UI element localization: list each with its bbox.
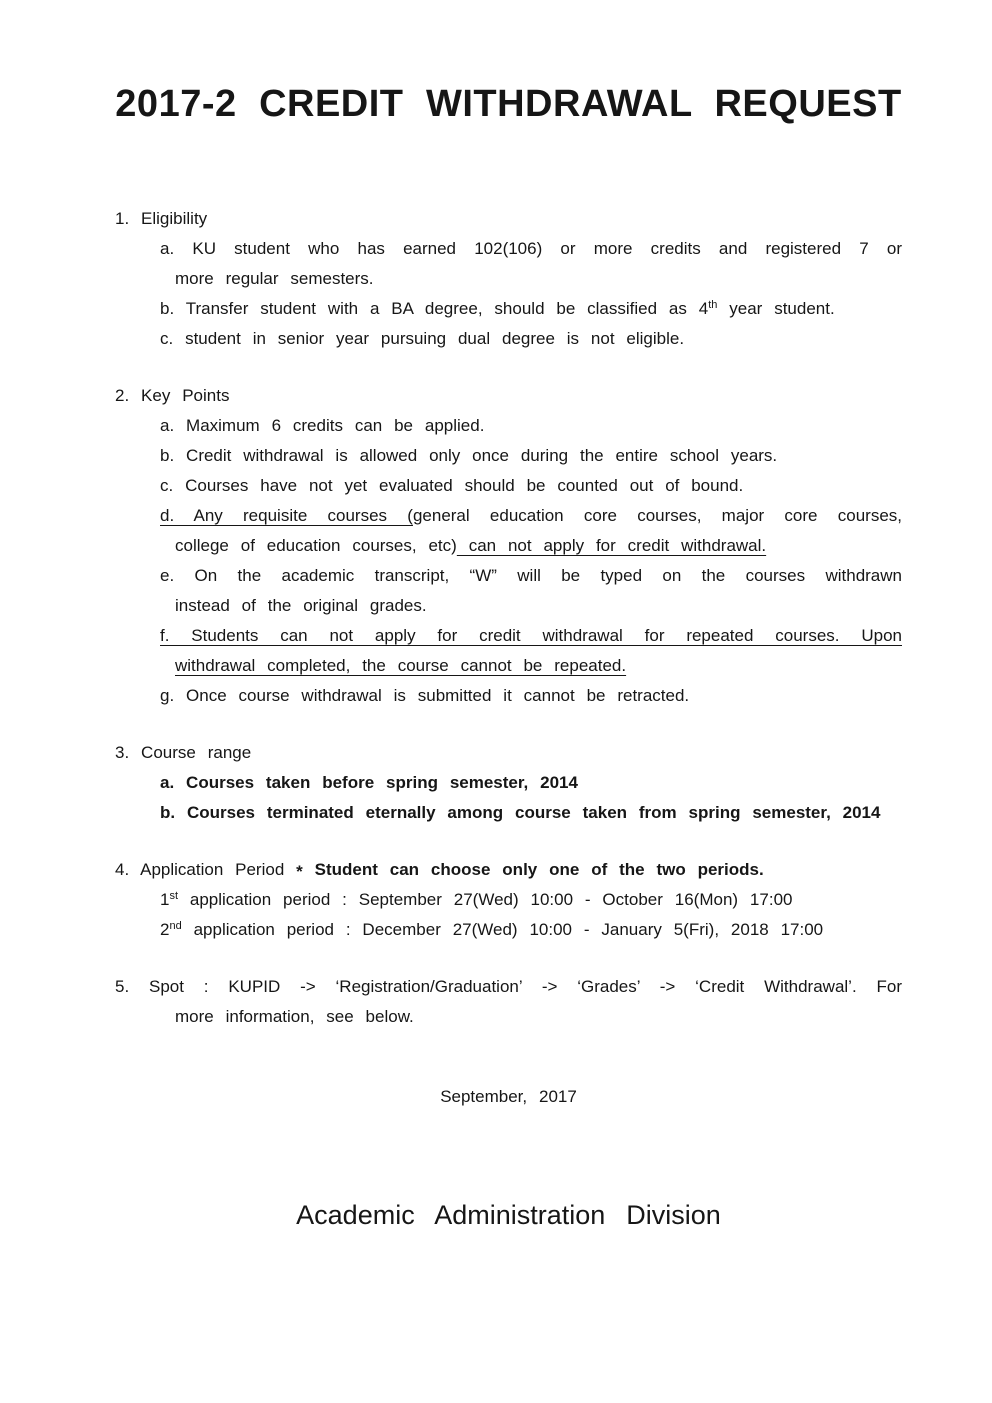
item-3b: b. Courses terminated eternally among course taken from spring semester, 2014 xyxy=(160,803,881,822)
item-2d-underlined-tail: can not apply for credit withdrawal. xyxy=(456,536,767,555)
item-3a: a. Courses taken before spring semester, 2014 xyxy=(160,773,578,792)
section-eligibility xyxy=(115,204,902,354)
period-2-number: 2 xyxy=(160,920,170,939)
ordinal-superscript-2nd: nd xyxy=(169,920,182,932)
item-2a: a. Maximum 6 credits can be applied. xyxy=(160,416,485,435)
item-5-line-1: 5. Spot : KUPID -> ‘Registration/Graduation’ -> ‘Grades’ -> ‘Credit Withdrawal’. For xyxy=(115,977,902,996)
section-2-heading: 2. Key Points xyxy=(115,386,230,405)
item-1a-line-2: more regular semesters. xyxy=(175,269,374,288)
item-2d-plain-1: general education core courses, major core courses, xyxy=(412,506,902,525)
item-2d-line-2 xyxy=(175,531,902,561)
item-2c: c. Courses have not yet evaluated should be counted out of bound. xyxy=(160,476,744,495)
signature-division: Academic Administration Division xyxy=(296,1200,721,1230)
item-1b xyxy=(160,294,902,324)
item-2e-line-1: e. On the academic transcript, “W” will be typed on the courses withdrawn xyxy=(160,566,902,585)
item-1a-line-1: a. KU student who has earned 102(106) or more credits and registered 7 or xyxy=(160,239,902,258)
date-line: September, 2017 xyxy=(440,1087,577,1106)
section-1-heading: 1. Eligibility xyxy=(115,209,208,228)
section-4-heading-note: Student can choose only one of the two periods. xyxy=(302,860,764,879)
item-2d-underlined-lead: d. Any requisite courses ( xyxy=(160,506,413,525)
item-1b-text: b. Transfer student with a BA degree, should be classified as 4 xyxy=(160,299,709,318)
period-2-dates: application period : December 27(Wed) 10:00 - January 5(Fri), 2018 17:00 xyxy=(181,920,824,939)
item-2b: b. Credit withdrawal is allowed only once during the entire school years. xyxy=(160,446,778,465)
ordinal-superscript-1st: st xyxy=(169,890,179,902)
item-2d-plain-2: college of education courses, etc) xyxy=(175,536,457,555)
section-3-heading: 3. Course range xyxy=(115,743,252,762)
item-2f-line-2: withdrawal completed, the course cannot be repeated. xyxy=(175,656,627,675)
section-spot xyxy=(115,972,902,1032)
second-application-period xyxy=(160,915,902,945)
item-2g: g. Once course withdrawal is submitted it cannot be retracted. xyxy=(160,686,690,705)
section-course-range xyxy=(115,738,902,828)
section-application-period xyxy=(115,855,902,945)
section-4-heading xyxy=(115,855,902,885)
section-4-heading-text: 4. Application Period xyxy=(115,860,297,879)
first-application-period xyxy=(160,885,902,915)
item-1b-tail: year student. xyxy=(717,299,835,318)
ordinal-superscript-4th: th xyxy=(708,299,718,311)
item-2e-line-2: instead of the original grades. xyxy=(175,596,427,615)
asterisk-marker: * xyxy=(296,862,303,881)
document-title: 2017-2 CREDIT WITHDRAWAL REQUEST xyxy=(115,83,902,125)
item-1c: c. student in senior year pursuing dual degree is not eligible. xyxy=(160,329,685,348)
section-key-points xyxy=(115,381,902,711)
item-2f-line-1: f. Students can not apply for credit withdrawal for repeated courses. Upon xyxy=(160,626,902,645)
period-1-dates: application period : September 27(Wed) 10:00 - October 16(Mon) 17:00 xyxy=(178,890,793,909)
item-5-line-2: more information, see below. xyxy=(175,1007,414,1026)
period-1-number: 1 xyxy=(160,890,170,909)
item-2d-line-1 xyxy=(160,501,902,531)
